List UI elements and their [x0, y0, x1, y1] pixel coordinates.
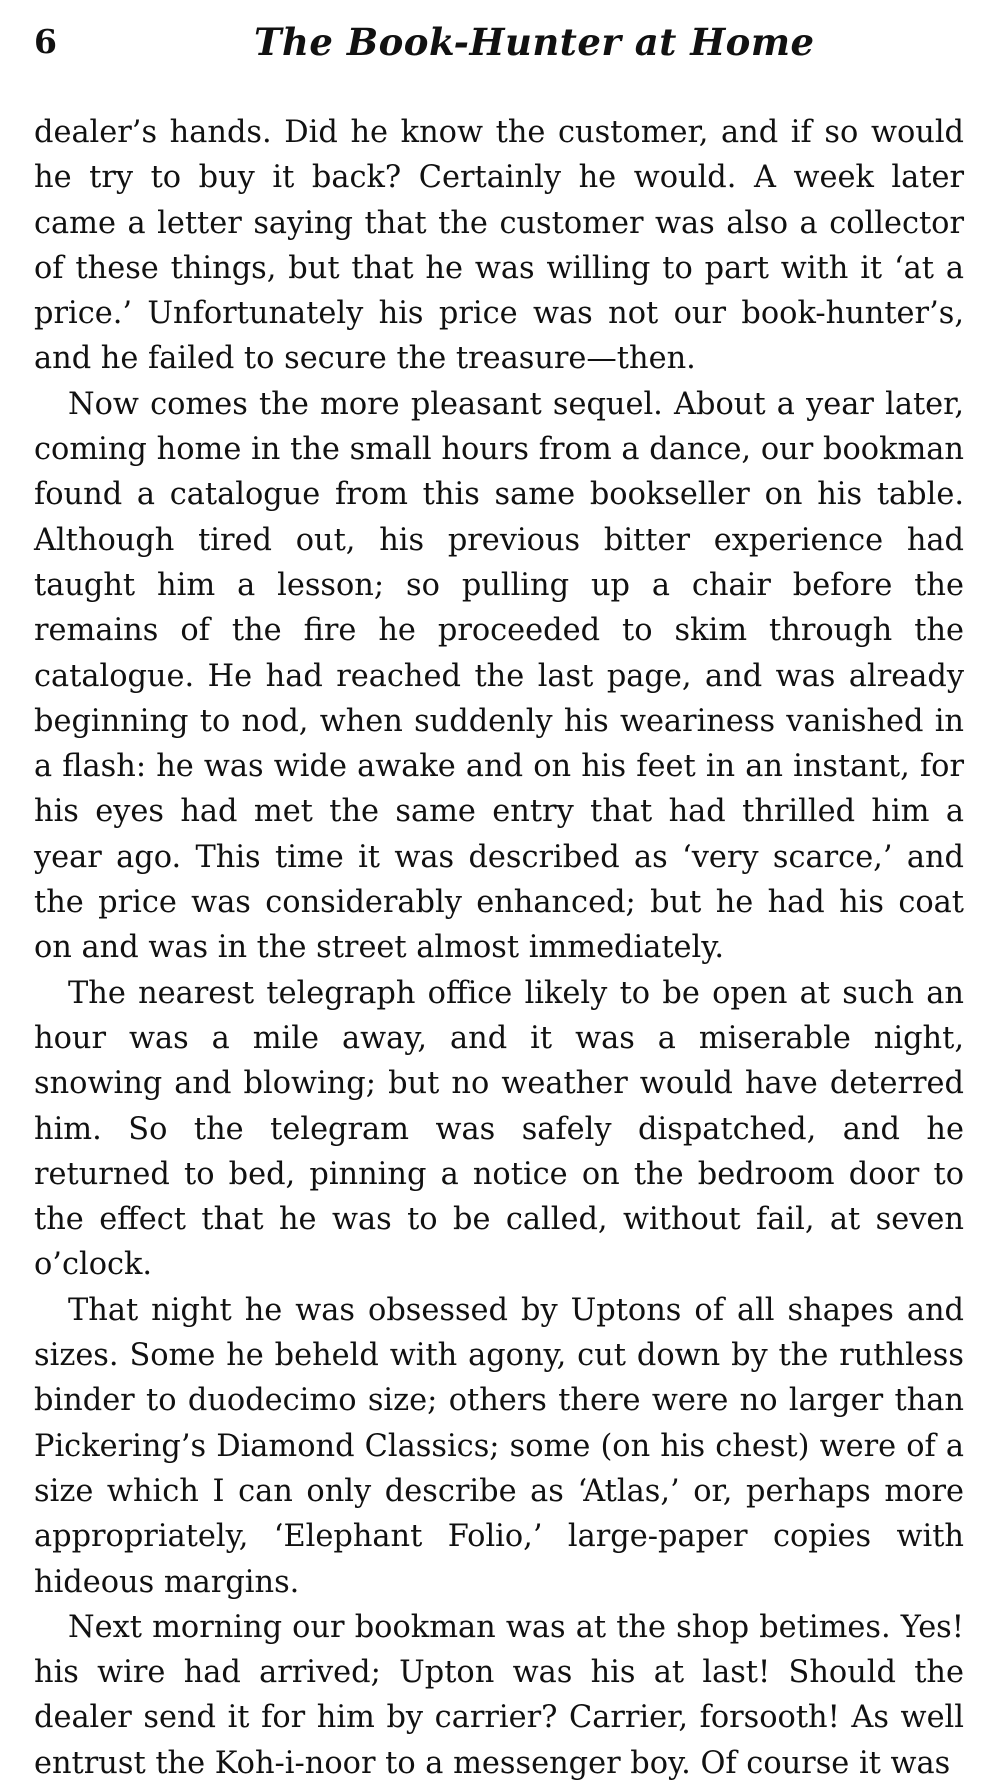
- paragraph-telegraph: The nearest telegraph office likely to be open at such an hour was a mile away, and it was a miserable night, snowing and blowing; but no weather would have deterred him. So the telegram was safely dispatched, and he returned to bed, pinning a notice on the bedroom door to the effect that he was to be called, without fail, at seven o’clock.: [34, 975, 964, 1283]
- paragraph-uptons-dream: That night he was obsessed by Uptons of all shapes and sizes. Some he beheld with agony, cut down by the ruthless binder to duodecimo size; others there were no larger than Pickering’s Diamond Classics; some (on his chest) were of a size which I can only describe as ‘Atlas,’ or, perhaps more appropriately, ‘Elephant Folio,’ large-paper copies with hideous margins.: [34, 1292, 964, 1600]
- running-title: The Book-Hunter at Home: [254, 20, 815, 64]
- paragraph-continued: dealer’s hands. Did he know the customer, and if so would he try to buy it back? Certainly he would. A week later came a letter saying that the customer was also a collector of these things, but that he was willing to part with it ‘at a price.’ Unfortunately his price was not our book-hunter’s, and he failed to secure the treasure—then.: [34, 115, 964, 377]
- page-number: 6: [34, 22, 57, 61]
- body-text: [34, 110, 964, 1786]
- paragraph-sequel: Now comes the more pleasant sequel. About a year later, coming home in the small hours from a dance, our bookman found a catalogue from this same bookseller on his table. Although tired out, his previous bitter experience had taught him a lesson; so pulling up a chair before the remains of the fire he proceeded to skim through the catalogue. He had reached the last page, and was already beginning to nod, when suddenly his weariness vanished in a flash: he was wide awake and on his feet in an instant, for his eyes had met the same entry that had thrilled him a year ago. This time it was described as ‘very scarce,’ and the price was considerably enhanced; but he had his coat on and was in the street almost immediately.: [34, 386, 964, 966]
- paragraph-next-morning: Next morning our bookman was at the shop betimes. Yes! his wire had arrived; Upton was his at last! Should the dealer send it for him by carrier? Carrier, forsooth! As well entrust the Koh-i-noor to a messenger boy. Of course it was: [34, 1609, 964, 1781]
- page-header: [34, 18, 964, 66]
